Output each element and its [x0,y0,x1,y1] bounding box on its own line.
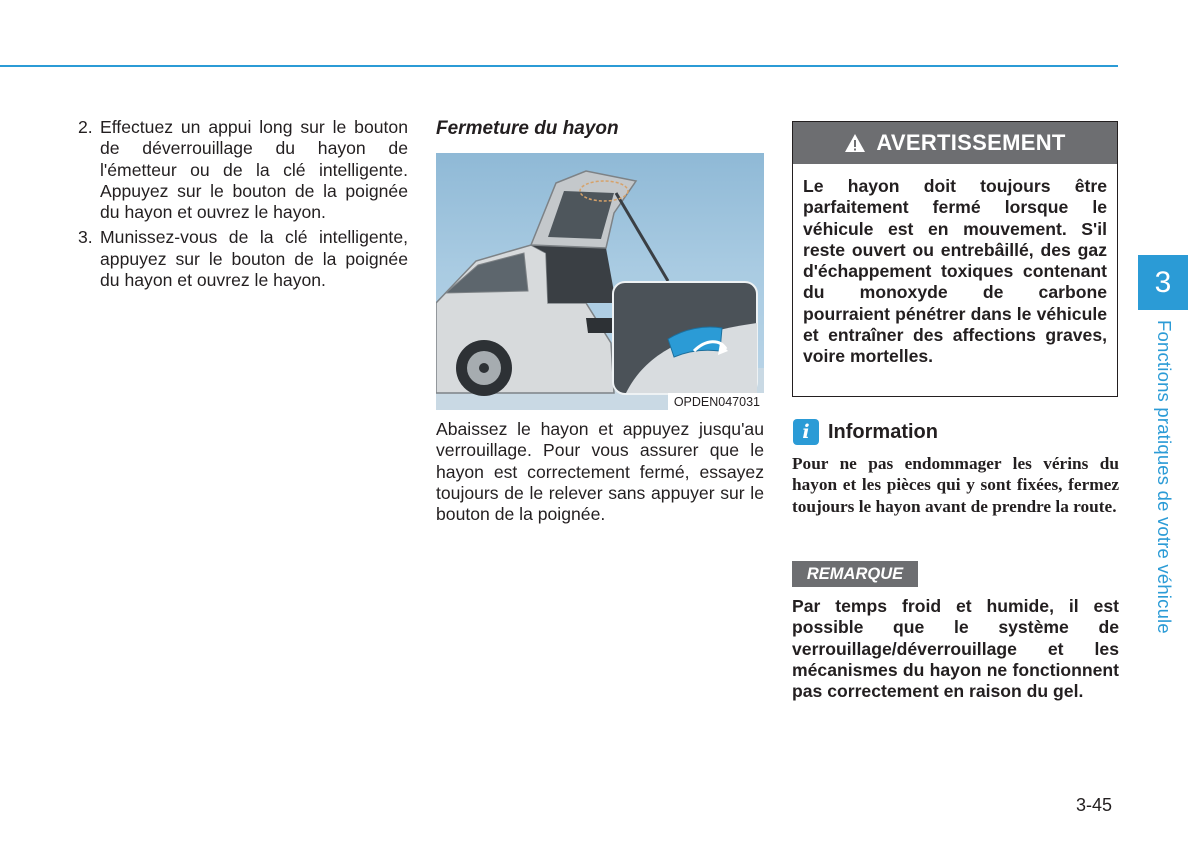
information-header [793,419,938,445]
closing-paragraph: Abaissez le hayon et appuyez jusqu'au verrouillage. Pour vous assurer que le hayon est correctement fermé, essayez toujours de le relever sans appuyer sur le bouton de la poignée. [436,419,764,525]
warning-header [793,122,1117,164]
tailgate-figure [436,153,764,410]
step-text: Munissez-vous de la clé intelligente, appuyez sur le bouton de la poignée du hayon et ouvrez le hayon. [100,227,408,291]
step-3 [78,227,408,291]
step-number: 2. [78,117,93,137]
steps-column [78,117,408,295]
figure-code: OPDEN047031 [668,393,764,410]
chapter-tab: 3 [1138,255,1188,310]
chapter-title: Fonctions pratiques de votre véhicule [1154,320,1175,634]
step-2 [78,117,408,223]
car-tailgate-illustration [436,153,764,410]
warning-triangle-icon [844,133,866,153]
warning-text: Le hayon doit toujours être parfaitement fermé lorsque le véhicule est en mouvement. S'il reste ouvert ou entrebâillé, des gaz d'échappement toxiques contenant du monoxyde de carbone pourraient pénétrer dans le véhicule et entraîner des affections graves, voire mortelles. [803,176,1107,367]
note-label: REMARQUE [792,561,918,587]
step-number: 3. [78,227,93,248]
step-text: Effectuez un appui long sur le bouton de déverrouillage du hayon de l'émetteur ou de la clé intelligente. Appuyez sur le bouton de la poignée du hayon et ouvrez le hayon. [100,117,408,223]
warning-box [792,121,1118,397]
info-icon: i [793,419,819,445]
top-rule [0,65,1118,67]
warning-title: AVERTISSEMENT [876,130,1066,155]
note-text: Par temps froid et humide, il est possible que le système de verrouillage/déverrouillage et les mécanismes du hayon ne fonctionnent pas correctement en raison du gel. [792,596,1119,702]
page-number: 3-45 [1076,795,1113,815]
information-text: Pour ne pas endommager les vérins du hayon et les pièces qui y sont fixées, fermez toujours le hayon avant de prendre la route. [792,454,1119,516]
information-title: Information [828,420,938,443]
section-title: Fermeture du hayon [436,118,619,139]
closing-section [436,117,764,525]
